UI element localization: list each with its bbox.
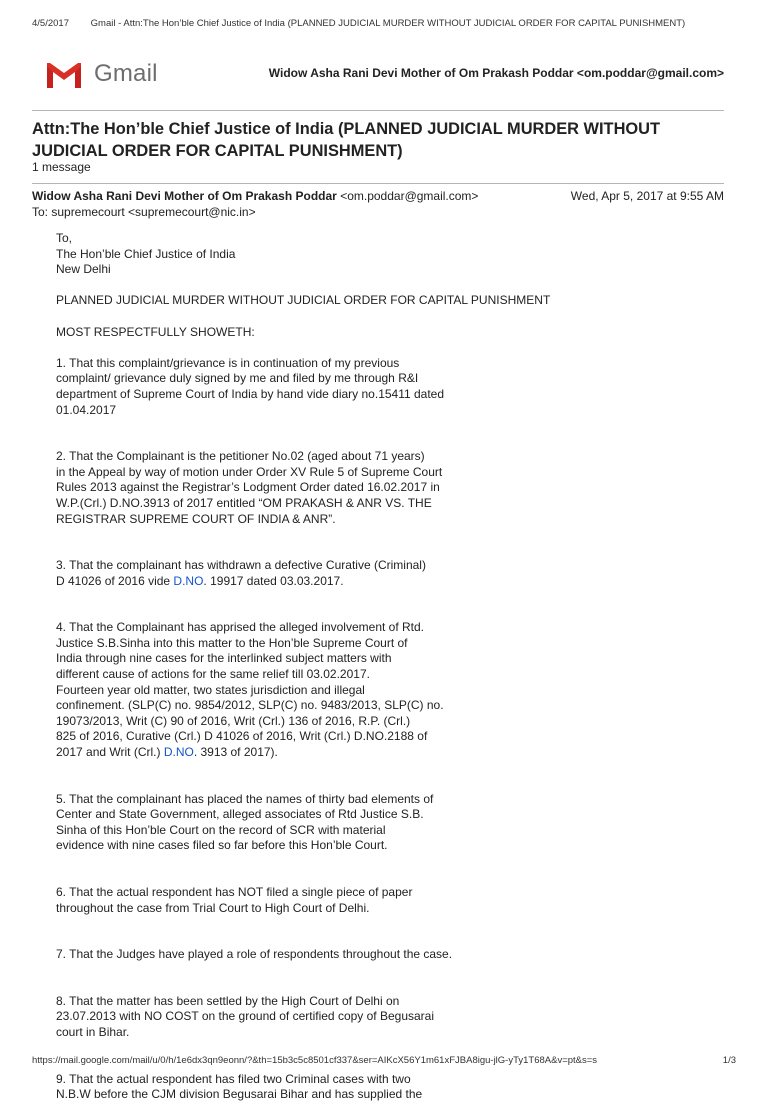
body-line: 19073/2013, Writ (C) 90 of 2016, Writ (Crl.) 136 of 2016, R.P. (Crl.)	[56, 713, 411, 728]
header-divider	[32, 110, 724, 111]
paragraph-6	[56, 885, 736, 916]
print-url: https://mail.google.com/mail/u/0/h/1e6dx3qn9eonn/?&th=15b3c5c8501cf337&ser=AIKcX56Y1m61xFJBA8igu-jlG-yTy1T68A&v=pt&s=s	[32, 1055, 598, 1066]
body-line: court in Bihar.	[56, 1024, 130, 1039]
body-line: REGISTRAR SUPREME COURT OF INDIA & ANR”.	[56, 511, 336, 526]
paragraph-2	[56, 449, 736, 527]
print-date: 4/5/2017	[32, 18, 69, 29]
paragraph-7	[56, 947, 736, 963]
message-count: 1 message	[32, 160, 91, 174]
account-label: Widow Asha Rani Devi Mother of Om Prakash Poddar <om.poddar@gmail.com>	[268, 66, 724, 80]
gmail-header	[44, 58, 724, 92]
body-line: 4. That the Complainant has apprised the alleged involvement of Rtd.	[56, 620, 425, 635]
body-line: confinement. (SLP(C) no. 9854/2012, SLP(C) no. 9483/2013, SLP(C) no.	[56, 698, 444, 713]
body-text-span: . 19917 dated 03.03.2017.	[203, 573, 344, 588]
body-line: India through nine cases for the interlinked subject matters with	[56, 651, 392, 666]
body-line: Sinha of this Hon’ble Court on the record of SCR with material	[56, 822, 386, 837]
body-line: Center and State Government, alleged associates of Rtd Justice S.B.	[56, 807, 424, 822]
sender-name: Widow Asha Rani Devi Mother of Om Prakash Poddar	[32, 189, 337, 203]
gmail-envelope-icon	[44, 60, 84, 90]
recipient-line: To: supremecourt <supremecourt@nic.in>	[32, 205, 256, 219]
address-line: The Hon’ble Chief Justice of India	[56, 246, 236, 261]
body-line	[56, 745, 736, 761]
thread-subject	[32, 118, 732, 162]
page-number: 1/3	[722, 1055, 736, 1066]
body-text-span: . 3913 of 2017).	[193, 745, 278, 760]
body-line: 6. That the actual respondent has NOT filed a single piece of paper	[56, 885, 413, 899]
body-text-span: 2017 and Writ (Crl.)	[56, 745, 164, 760]
body-line: 2. That the Complainant is the petitioner No.02 (aged about 71 years)	[56, 449, 425, 464]
body-line: 3. That the complainant has withdrawn a defective Curative (Criminal)	[56, 558, 426, 573]
address-line: New Delhi	[56, 262, 111, 277]
body-line: 8. That the matter has been settled by the High Court of Delhi on	[56, 993, 400, 1008]
print-footer	[32, 1055, 736, 1066]
body-line: 7. That the Judges have played a role of respondents throughout the case.	[56, 947, 453, 962]
paragraph-4	[56, 620, 736, 760]
body-line: 1. That this complaint/grievance is in continuation of my previous	[56, 355, 400, 370]
body-line: 825 of 2016, Curative (Crl.) D 41026 of 2016, Writ (Crl.) D.NO.2188 of	[56, 729, 428, 744]
address-line: To,	[56, 231, 73, 245]
paragraph-3	[56, 558, 736, 589]
body-line: W.P.(Crl.) D.NO.3913 of 2017 entitled “OM PRAKASH & ANR VS. THE	[56, 495, 432, 510]
paragraph-5	[56, 792, 736, 854]
print-title: Gmail - Attn:The Hon’ble Chief Justice of India (PLANNED JUDICIAL MURDER WITHOUT JUDICIAL ORDER FOR CAPITAL PUNISHMENT)	[90, 18, 686, 29]
body-line: throughout the case from Trial Court to High Court of Delhi.	[56, 900, 370, 915]
body-text-span: D 41026 of 2016 vide	[56, 573, 174, 588]
subject-line-2: JUDICIAL ORDER FOR CAPITAL PUNISHMENT)	[32, 142, 403, 160]
body-line: 9. That the actual respondent has filed two Criminal cases with two	[56, 1071, 411, 1086]
body-line: complaint/ grievance duly signed by me and filed by me through R&I	[56, 371, 419, 386]
paragraph-8	[56, 994, 736, 1041]
gmail-logo[interactable]	[44, 58, 164, 90]
print-header	[32, 18, 752, 29]
body-line	[56, 574, 736, 590]
gmail-wordmark: Gmail	[94, 60, 158, 87]
subject-line-1: Attn:The Hon’ble Chief Justice of India (PLANNED JUDICIAL MURDER WITHOUT	[32, 120, 660, 138]
message-divider	[32, 183, 724, 184]
sender-line	[32, 189, 724, 203]
body-line: N.B.W before the CJM division Begusarai Bihar and has supplied the	[56, 1087, 423, 1102]
letter-heading: PLANNED JUDICIAL MURDER WITHOUT JUDICIAL ORDER FOR CAPITAL PUNISHMENT	[56, 293, 551, 308]
body-line: different cause of actions for the same relief till 03.02.2017.	[56, 667, 370, 682]
message-body	[56, 231, 736, 1103]
body-line: 5. That the complainant has placed the names of thirty bad elements of	[56, 791, 434, 806]
body-line: Fourteen year old matter, two states jurisdiction and illegal	[56, 682, 365, 697]
body-line: department of Supreme Court of India by hand vide diary no.15411 dated	[56, 386, 445, 401]
paragraph-1	[56, 356, 736, 418]
showeth-line: MOST RESPECTFULLY SHOWETH:	[56, 324, 255, 339]
dno-link[interactable]: D.NO	[173, 573, 204, 588]
body-line: 01.04.2017	[56, 402, 117, 417]
body-line: evidence with nine cases filed so far before this Hon’ble Court.	[56, 838, 388, 853]
body-line: Rules 2013 against the Registrar’s Lodgment Order dated 16.02.2017 in	[56, 480, 440, 495]
paragraph-9	[56, 1072, 736, 1103]
body-line: Justice S.B.Sinha into this matter to the Hon’ble Supreme Court of	[56, 635, 408, 650]
dno-link[interactable]: D.NO	[163, 745, 194, 760]
sender-email: <om.poddar@gmail.com>	[340, 189, 479, 203]
body-line: 23.07.2013 with NO COST on the ground of certified copy of Begusarai	[56, 1009, 434, 1024]
message-date: Wed, Apr 5, 2017 at 9:55 AM	[570, 189, 724, 203]
body-line: in the Appeal by way of motion under Order XV Rule 5 of Supreme Court	[56, 464, 443, 479]
